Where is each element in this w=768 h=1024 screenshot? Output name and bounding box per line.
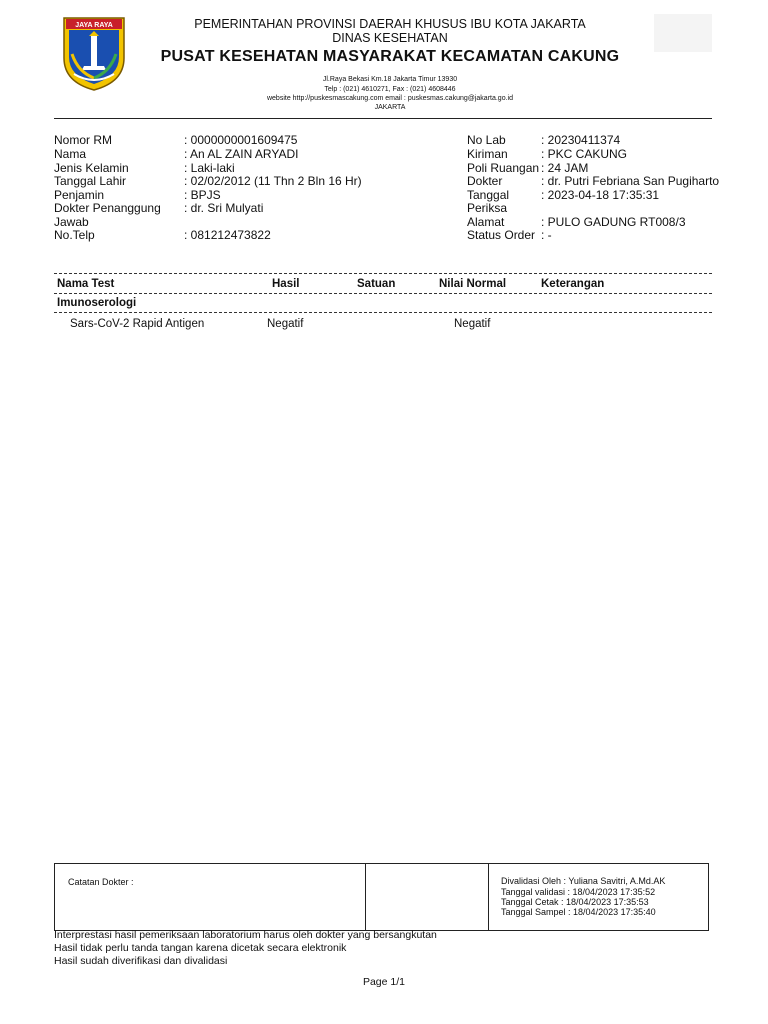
info-label: No.Telp bbox=[54, 228, 95, 242]
info-label: Tanggal Lahir bbox=[54, 174, 127, 188]
city-line: JAKARTA bbox=[374, 104, 406, 111]
info-label: Periksa bbox=[467, 201, 508, 215]
corner-marker bbox=[654, 14, 712, 52]
sample-date: Tanggal Sampel : 18/04/2023 17:35:40 bbox=[501, 907, 656, 917]
box-divider bbox=[488, 864, 489, 930]
info-label: Nama bbox=[54, 147, 87, 161]
box-divider bbox=[365, 864, 366, 930]
info-value: : 2023-04-18 17:35:31 bbox=[541, 188, 660, 202]
phone-line: Telp : (021) 4610271, Fax : (021) 4608446 bbox=[324, 86, 456, 93]
info-value: : dr. Sri Mulyati bbox=[184, 201, 264, 215]
info-label: Alamat bbox=[467, 215, 505, 229]
jakarta-coat-of-arms-logo bbox=[60, 14, 128, 92]
footer-note: Hasil tidak perlu tanda tangan karena dicetak secara elektronik bbox=[54, 942, 347, 954]
address-line: Jl.Raya Bekasi Km.18 Jakarta Timur 13930 bbox=[322, 76, 458, 83]
info-value: : 02/02/2012 (11 Thn 2 Bln 16 Hr) bbox=[184, 174, 362, 188]
validated-by: Divalidasi Oleh : Yuliana Savitri, A.Md.AK bbox=[501, 876, 666, 886]
footer-note: Interprestasi hasil pemeriksaan laboratorium harus oleh dokter yang bersangkutan bbox=[54, 929, 437, 941]
info-value: : PULO GADUNG RT008/3 bbox=[541, 215, 686, 229]
section-divider bbox=[54, 312, 712, 313]
info-value: : 0000000001609475 bbox=[184, 133, 298, 147]
info-label: Jenis Kelamin bbox=[54, 161, 129, 175]
info-label: Poli Ruangan bbox=[467, 161, 540, 175]
department-name: DINAS KESEHATAN bbox=[332, 31, 448, 45]
info-label: Tanggal bbox=[467, 188, 510, 202]
validation-box bbox=[54, 863, 709, 931]
cell-normal-value: Negatif bbox=[454, 318, 491, 330]
info-value: : 081212473822 bbox=[184, 228, 271, 242]
footer-note: Hasil sudah diverifikasi dan divalidasi bbox=[54, 955, 228, 967]
cell-test-name: Sars-CoV-2 Rapid Antigen bbox=[70, 318, 205, 330]
cell-result: Negatif bbox=[267, 318, 304, 330]
document-title: PUSAT KESEHATAN MASYARAKAT KECAMATAN CAKUNG bbox=[160, 48, 620, 65]
info-value: : Laki-laki bbox=[184, 161, 235, 175]
column-header-normal: Nilai Normal bbox=[439, 278, 507, 290]
printed-date: Tanggal Cetak : 18/04/2023 17:35:53 bbox=[501, 897, 649, 907]
column-header-test: Nama Test bbox=[57, 278, 115, 290]
info-label: Penjamin bbox=[54, 188, 105, 202]
info-value: : - bbox=[541, 228, 552, 242]
table-header-divider bbox=[54, 293, 712, 294]
logo-motto: JAYA RAYA bbox=[75, 22, 113, 29]
web-line: website http://puskesmascakung.com email : puskesmas.cakung@jakarta.go.id bbox=[266, 95, 513, 102]
info-label: No Lab bbox=[467, 133, 506, 147]
table-top-divider bbox=[54, 273, 712, 274]
info-label: Jawab bbox=[54, 215, 89, 229]
header-divider bbox=[54, 118, 712, 119]
info-value: : 24 JAM bbox=[541, 161, 589, 175]
government-name: PEMERINTAHAN PROVINSI DAERAH KHUSUS IBU KOTA JAKARTA bbox=[194, 17, 586, 31]
page-number: Page 1/1 bbox=[362, 976, 406, 988]
info-label: Nomor RM bbox=[54, 133, 113, 147]
info-value: : PKC CAKUNG bbox=[541, 147, 628, 161]
info-value: : An AL ZAIN ARYADI bbox=[184, 147, 299, 161]
column-header-result: Hasil bbox=[272, 278, 300, 290]
column-header-note: Keterangan bbox=[541, 278, 605, 290]
info-label: Dokter bbox=[467, 174, 503, 188]
info-value: : dr. Putri Febriana San Pugiharto bbox=[541, 174, 720, 188]
info-value: : BPJS bbox=[184, 188, 221, 202]
info-label: Dokter Penanggung bbox=[54, 201, 161, 215]
doctor-note-label: Catatan Dokter : bbox=[68, 877, 134, 887]
section-title: Imunoserologi bbox=[57, 297, 137, 309]
info-label: Status Order bbox=[467, 228, 536, 242]
column-header-unit: Satuan bbox=[357, 278, 396, 290]
info-label: Kiriman bbox=[467, 147, 508, 161]
info-value: : 20230411374 bbox=[541, 133, 621, 147]
validated-date: Tanggal validasi : 18/04/2023 17:35:52 bbox=[501, 887, 656, 897]
